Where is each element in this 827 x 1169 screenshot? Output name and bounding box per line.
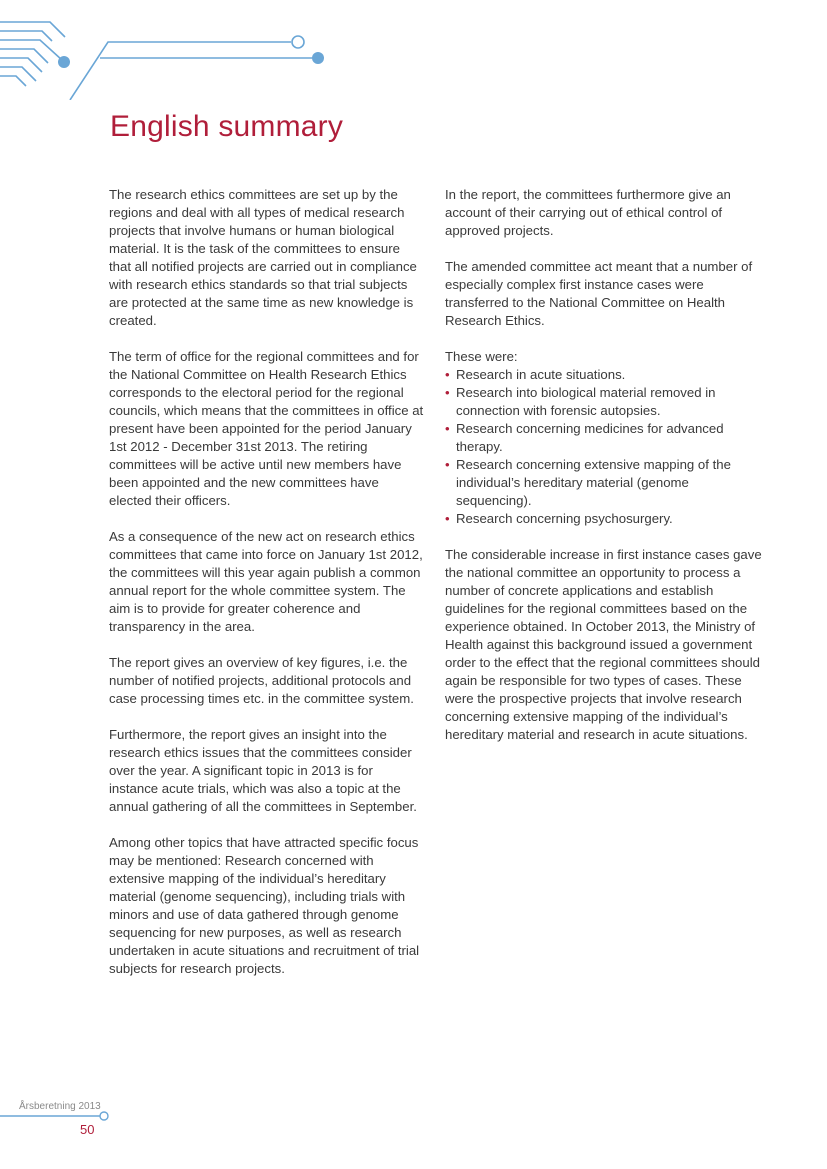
list-item: • Research in acute situations. [445,366,763,384]
list-intro: These were: [445,349,518,364]
paragraph: The considerable increase in first instance cases gave the national committee an opportunity to process a number of concrete applications and establish guidelines for the regional committees based on the experience obtained. In October 2013, the Ministry of Health against this background issued a government order to the effect that the regional committees should again be responsible for two types of cases. These were the prospective projects that involve research concerning extensive mapping of the individual’s hereditary material and research in acute situations. [445,547,762,742]
list-item: • Research into biological material removed in connection with forensic autopsies. [445,384,763,420]
circuit-decoration-top [0,0,340,100]
page-title: English summary [110,110,344,143]
paragraph: Furthermore, the report gives an insight into the research ethics issues that the committees consider over the year. A significant topic in 2013 is for instance acute trials, which was also a topic at the annual gathering of all the committees in September. [109,727,417,814]
paragraph: As a consequence of the new act on research ethics committees that came into force on January 1st 2012, the committees will this year again publish a common annual report for the whole committee system. The aim is to provide for greater coherence and transparency in the area. [109,529,423,634]
footer-line-decoration [0,1100,120,1130]
paragraph: In the report, the committees furthermore give an account of their carrying out of ethical control of approved projects. [445,187,731,238]
left-column [109,186,424,996]
bullet-list [445,366,763,528]
footer-label: Årsberetning 2013 [19,1101,101,1112]
paragraph: The term of office for the regional committees and for the National Committee on Health Research Ethics corresponds to the electoral period for the regional councils, which means that the committees in office at present have been appointed for the period January 1st 2012 - December 31st 2013. The retiring committees will be active until new members have been appointed and the new committees have elected their officers. [109,349,424,508]
right-column [445,186,763,762]
list-item: • Research concerning medicines for advanced therapy. [445,420,763,456]
paragraph: The amended committee act meant that a number of especially complex first instance cases were transferred to the National Committee on Health Research Ethics. [445,259,753,328]
list-item: • Research concerning psychosurgery. [445,510,763,528]
paragraph: Among other topics that have attracted specific focus may be mentioned: Research concerned with extensive mapping of the individual’s hereditary material (genome sequencing), including trials with minors and use of data gathered through genome sequencing for new purposes, as well as research undertaken in acute situations and recruitment of trial subjects for research projects. [109,835,420,976]
list-item: • Research concerning extensive mapping of the individual’s hereditary material (genome sequencing). [445,456,763,510]
paragraph: The report gives an overview of key figures, i.e. the number of notified projects, additional protocols and case processing times etc. in the committee system. [109,655,414,706]
paragraph: The research ethics committees are set up by the regions and deal with all types of medical research projects that involve humans or human biological material. It is the task of the committees to ensure that all notified projects are carried out in compliance with research ethics standards so that trial subjects are protected at the same time as new knowledge is created. [109,187,417,328]
page-number: 50 [80,1122,95,1137]
